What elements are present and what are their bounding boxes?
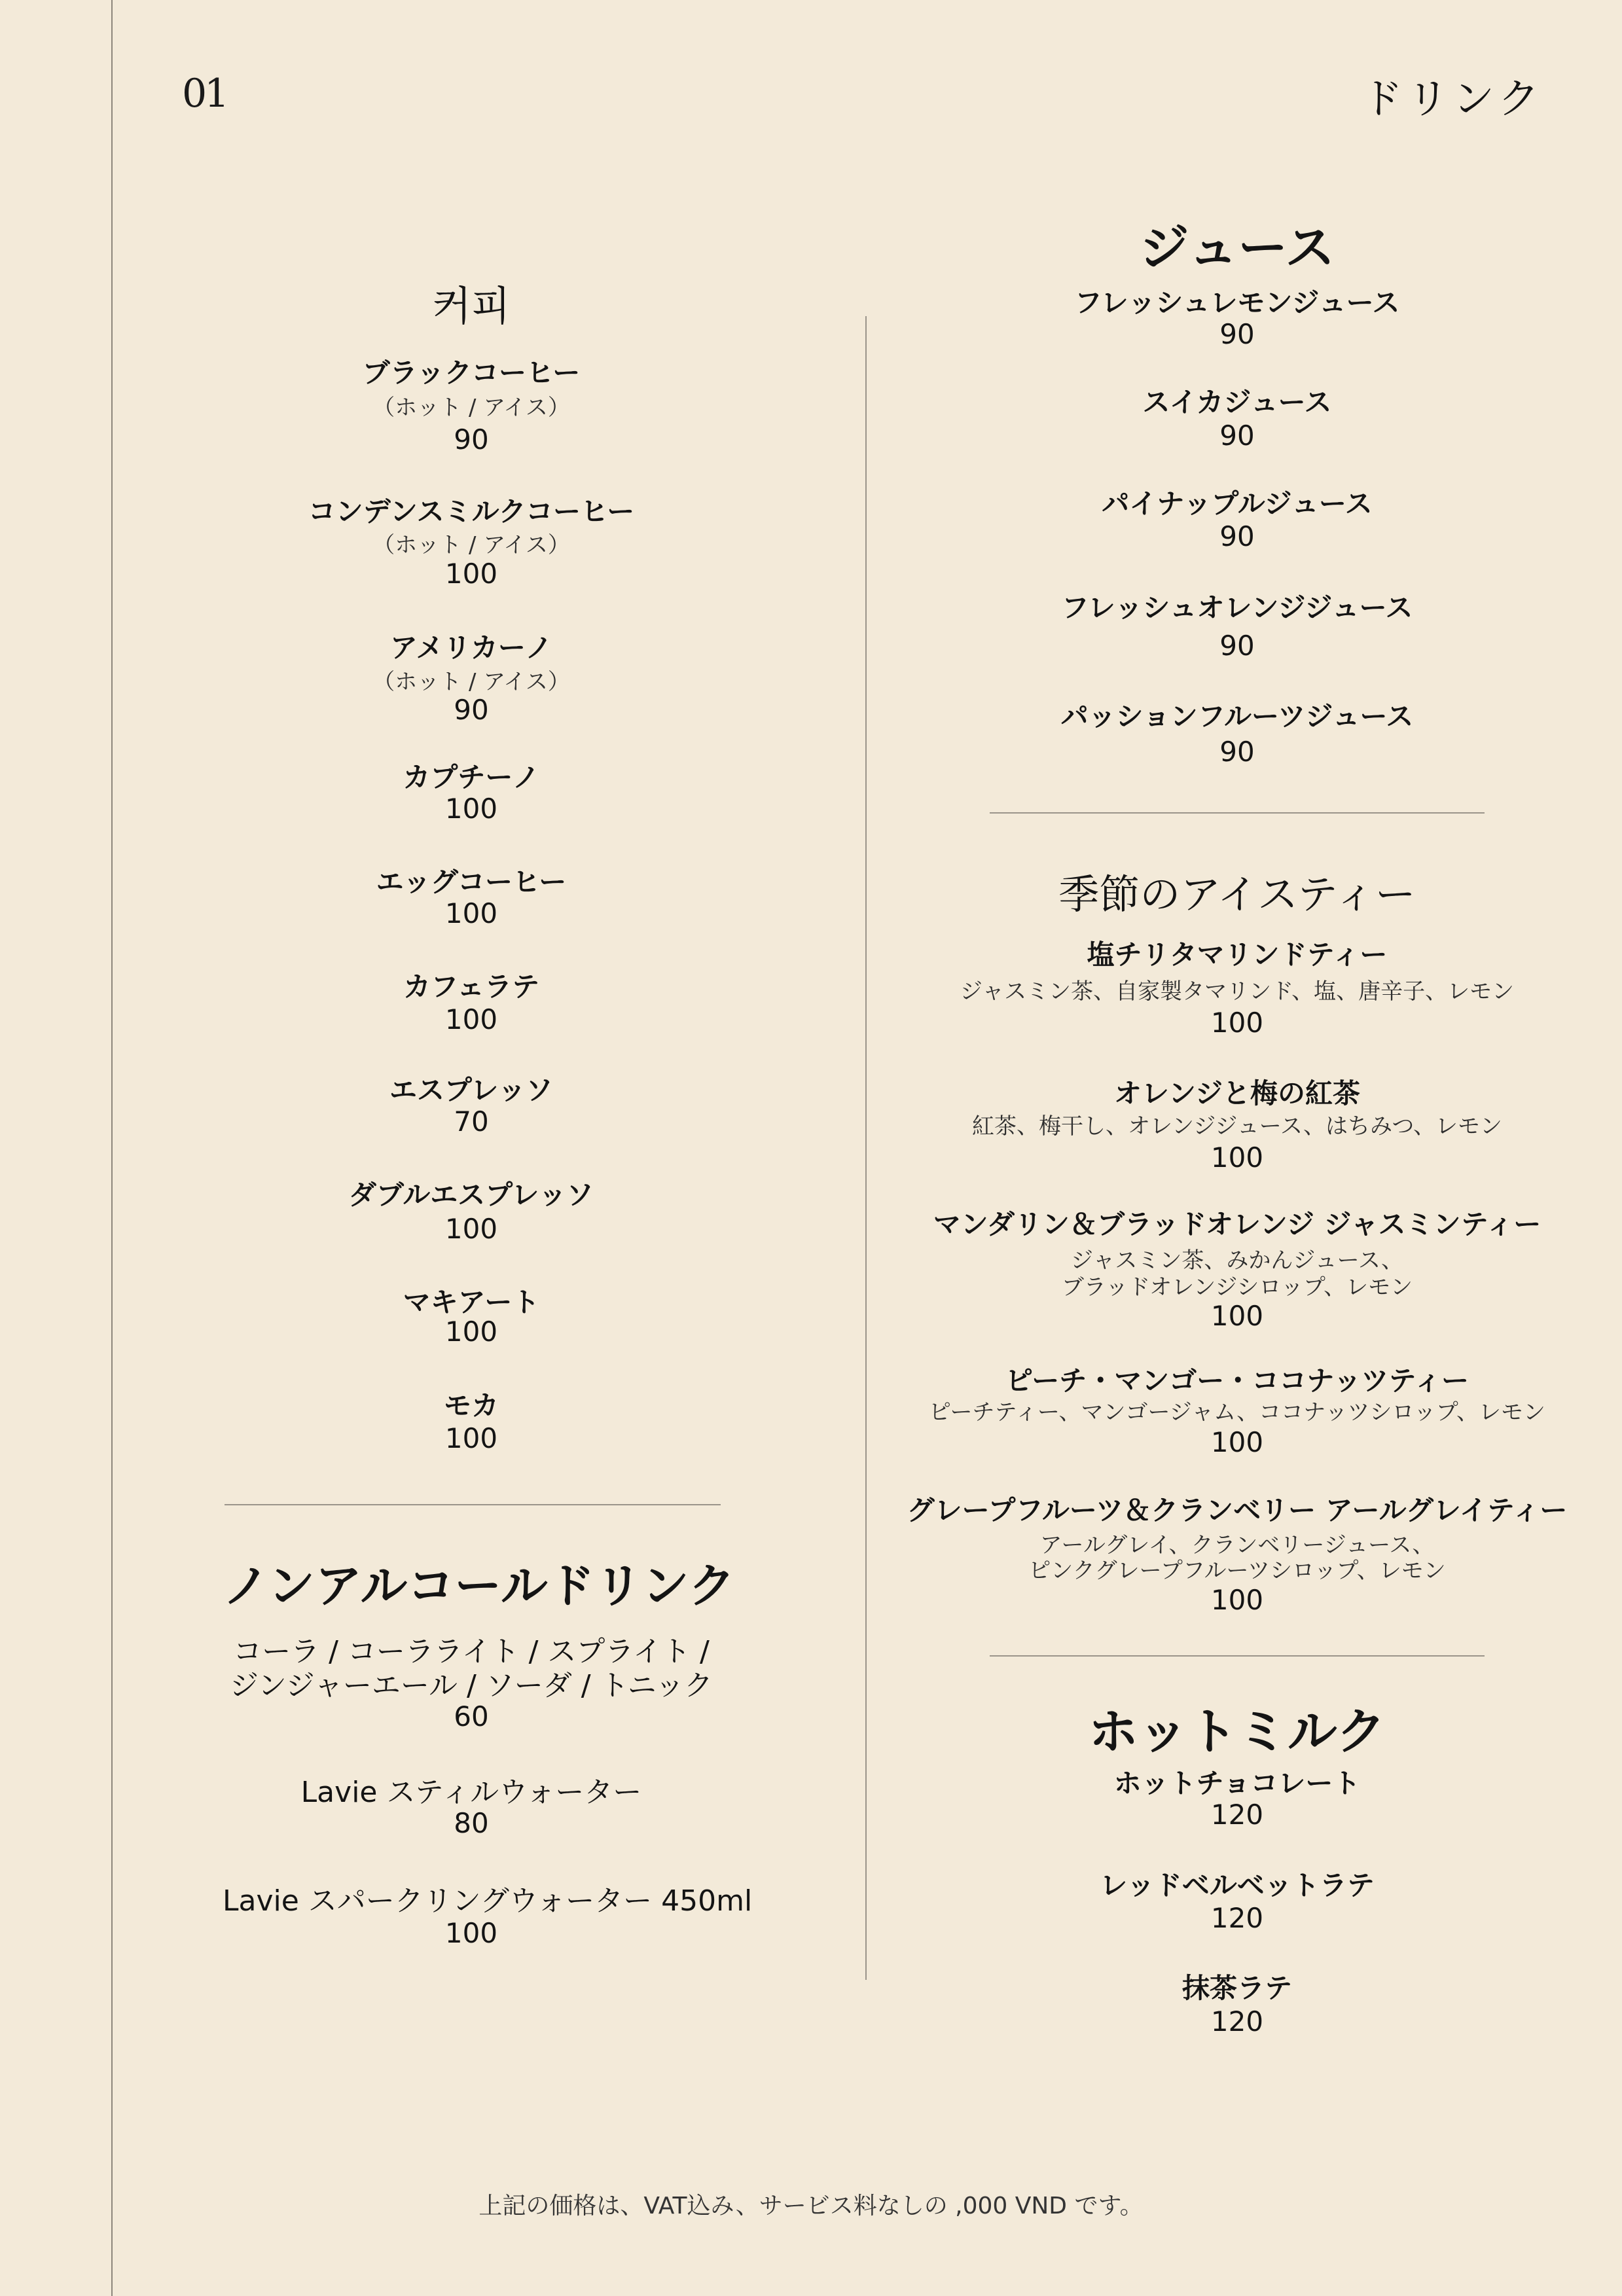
item-name: エスプレッソ — [389, 1074, 553, 1106]
item-name: カプチーノ — [403, 761, 540, 793]
item-name: コンデンスミルクコーヒー — [308, 495, 635, 528]
item-price: 90 — [1219, 318, 1255, 350]
page-number: 01 — [182, 71, 227, 117]
item-price: 120 — [1210, 1799, 1264, 1831]
item-price: 120 — [1210, 1902, 1264, 1934]
item-name: ブラックコーヒー — [362, 357, 581, 389]
item-note: ジャスミン茶、自家製タマリンド、塩、唐辛子、レモン — [960, 978, 1515, 1005]
item-name: レッドベルベットラテ — [1100, 1869, 1375, 1901]
item-name: パイナップルジュース — [1102, 488, 1373, 520]
item-name: ダブルエスプレッソ — [348, 1179, 594, 1211]
item-price: 100 — [444, 1917, 498, 1949]
item-note: アールグレイ、クランベリージュース、 — [1039, 1532, 1435, 1558]
item-name: 塩チリタマリンドティー — [1087, 939, 1388, 971]
item-price: 90 — [454, 694, 489, 726]
item-name: グレープフルーツ＆クランベリー アールグレイティー — [907, 1494, 1568, 1526]
item-name: フレッシュオレンジジュース — [1061, 592, 1413, 624]
item-note: ピンクグレープフルーツシロップ、レモン — [1028, 1558, 1446, 1584]
page-title: ドリンク — [1361, 75, 1543, 124]
item-price: 100 — [444, 558, 498, 590]
item-price: 100 — [444, 1422, 498, 1454]
right-column — [903, 0, 1571, 2296]
item-price: 90 — [454, 423, 489, 456]
section-heading-juice: ジュース — [1139, 219, 1335, 277]
item-note: （ホット / アイス） — [372, 532, 570, 558]
item-name: フレッシュレモンジュース — [1074, 287, 1400, 319]
item-note: ブラッドオレンジシロップ、レモン — [1061, 1274, 1413, 1300]
item-price: 100 — [1210, 1584, 1264, 1616]
item-name: 抹茶ラテ — [1181, 1972, 1292, 2004]
section-heading-hot-milk: ホットミルク — [1088, 1702, 1386, 1761]
item-name: ホットチョコレート — [1113, 1767, 1361, 1799]
item-price: 90 — [1219, 630, 1255, 662]
item-name: ジンジャーエール / ソーダ / トニック — [229, 1669, 713, 1702]
item-price: 100 — [444, 897, 498, 929]
item-price: 100 — [444, 793, 498, 825]
item-note: ジャスミン茶、みかんジュース、 — [1071, 1247, 1403, 1274]
item-price: 100 — [444, 1003, 498, 1035]
page-edge-line — [111, 0, 113, 2296]
item-price: 90 — [1219, 520, 1255, 552]
item-name: エッグコーヒー — [376, 866, 567, 898]
item-name: マンダリン＆ブラッドオレンジ ジャスミンティー — [933, 1208, 1541, 1240]
item-price: 100 — [1210, 1007, 1264, 1039]
item-note: （ホット / アイス） — [372, 395, 570, 421]
item-name: パッションフルーツジュース — [1060, 700, 1414, 732]
item-name: アメリカーノ — [389, 632, 553, 664]
item-price: 100 — [1210, 1426, 1264, 1458]
left-column — [223, 0, 753, 2296]
item-name: オレンジと梅の紅茶 — [1114, 1077, 1360, 1109]
item-price: 90 — [1219, 736, 1255, 768]
section-heading-non-alcohol: ノンアルコールドリンク — [223, 1558, 736, 1613]
item-price: 90 — [1219, 420, 1255, 452]
item-name: ピーチ・マンゴー・ココナッツティー — [1005, 1365, 1469, 1397]
item-price: 100 — [1210, 1300, 1264, 1332]
section-heading-iced-tea: 季節のアイスティー — [1058, 870, 1416, 918]
item-name: スイカジュース — [1142, 386, 1332, 418]
column-divider — [865, 316, 867, 1980]
item-price: 120 — [1210, 2005, 1264, 2037]
item-name: Lavie スパークリングウォーター 450ml — [223, 1884, 753, 1918]
item-note: ピーチティー、マンゴージャム、ココナッツシロップ、レモン — [928, 1399, 1546, 1426]
item-note: （ホット / アイス） — [372, 669, 570, 695]
item-name: Lavie スティルウォーター — [300, 1776, 642, 1809]
item-price: 70 — [454, 1105, 489, 1138]
item-name: マキアート — [403, 1286, 540, 1318]
item-price: 80 — [454, 1807, 489, 1839]
item-note: 紅茶、梅干し、オレンジジュース、はちみつ、レモン — [971, 1113, 1503, 1139]
price-footnote: 上記の価格は、VAT込み、サービス料なしの ,000 VND です。 — [478, 2193, 1144, 2219]
item-price: 100 — [1210, 1141, 1264, 1174]
section-heading-coffee: 커피 — [432, 282, 511, 330]
item-price: 60 — [454, 1700, 489, 1732]
item-name: カフェラテ — [403, 971, 539, 1003]
item-name: モカ — [443, 1390, 499, 1422]
item-price: 100 — [444, 1316, 498, 1348]
item-name: コーラ / コーラライト / スプライト / — [233, 1635, 710, 1668]
item-price: 100 — [444, 1213, 498, 1245]
